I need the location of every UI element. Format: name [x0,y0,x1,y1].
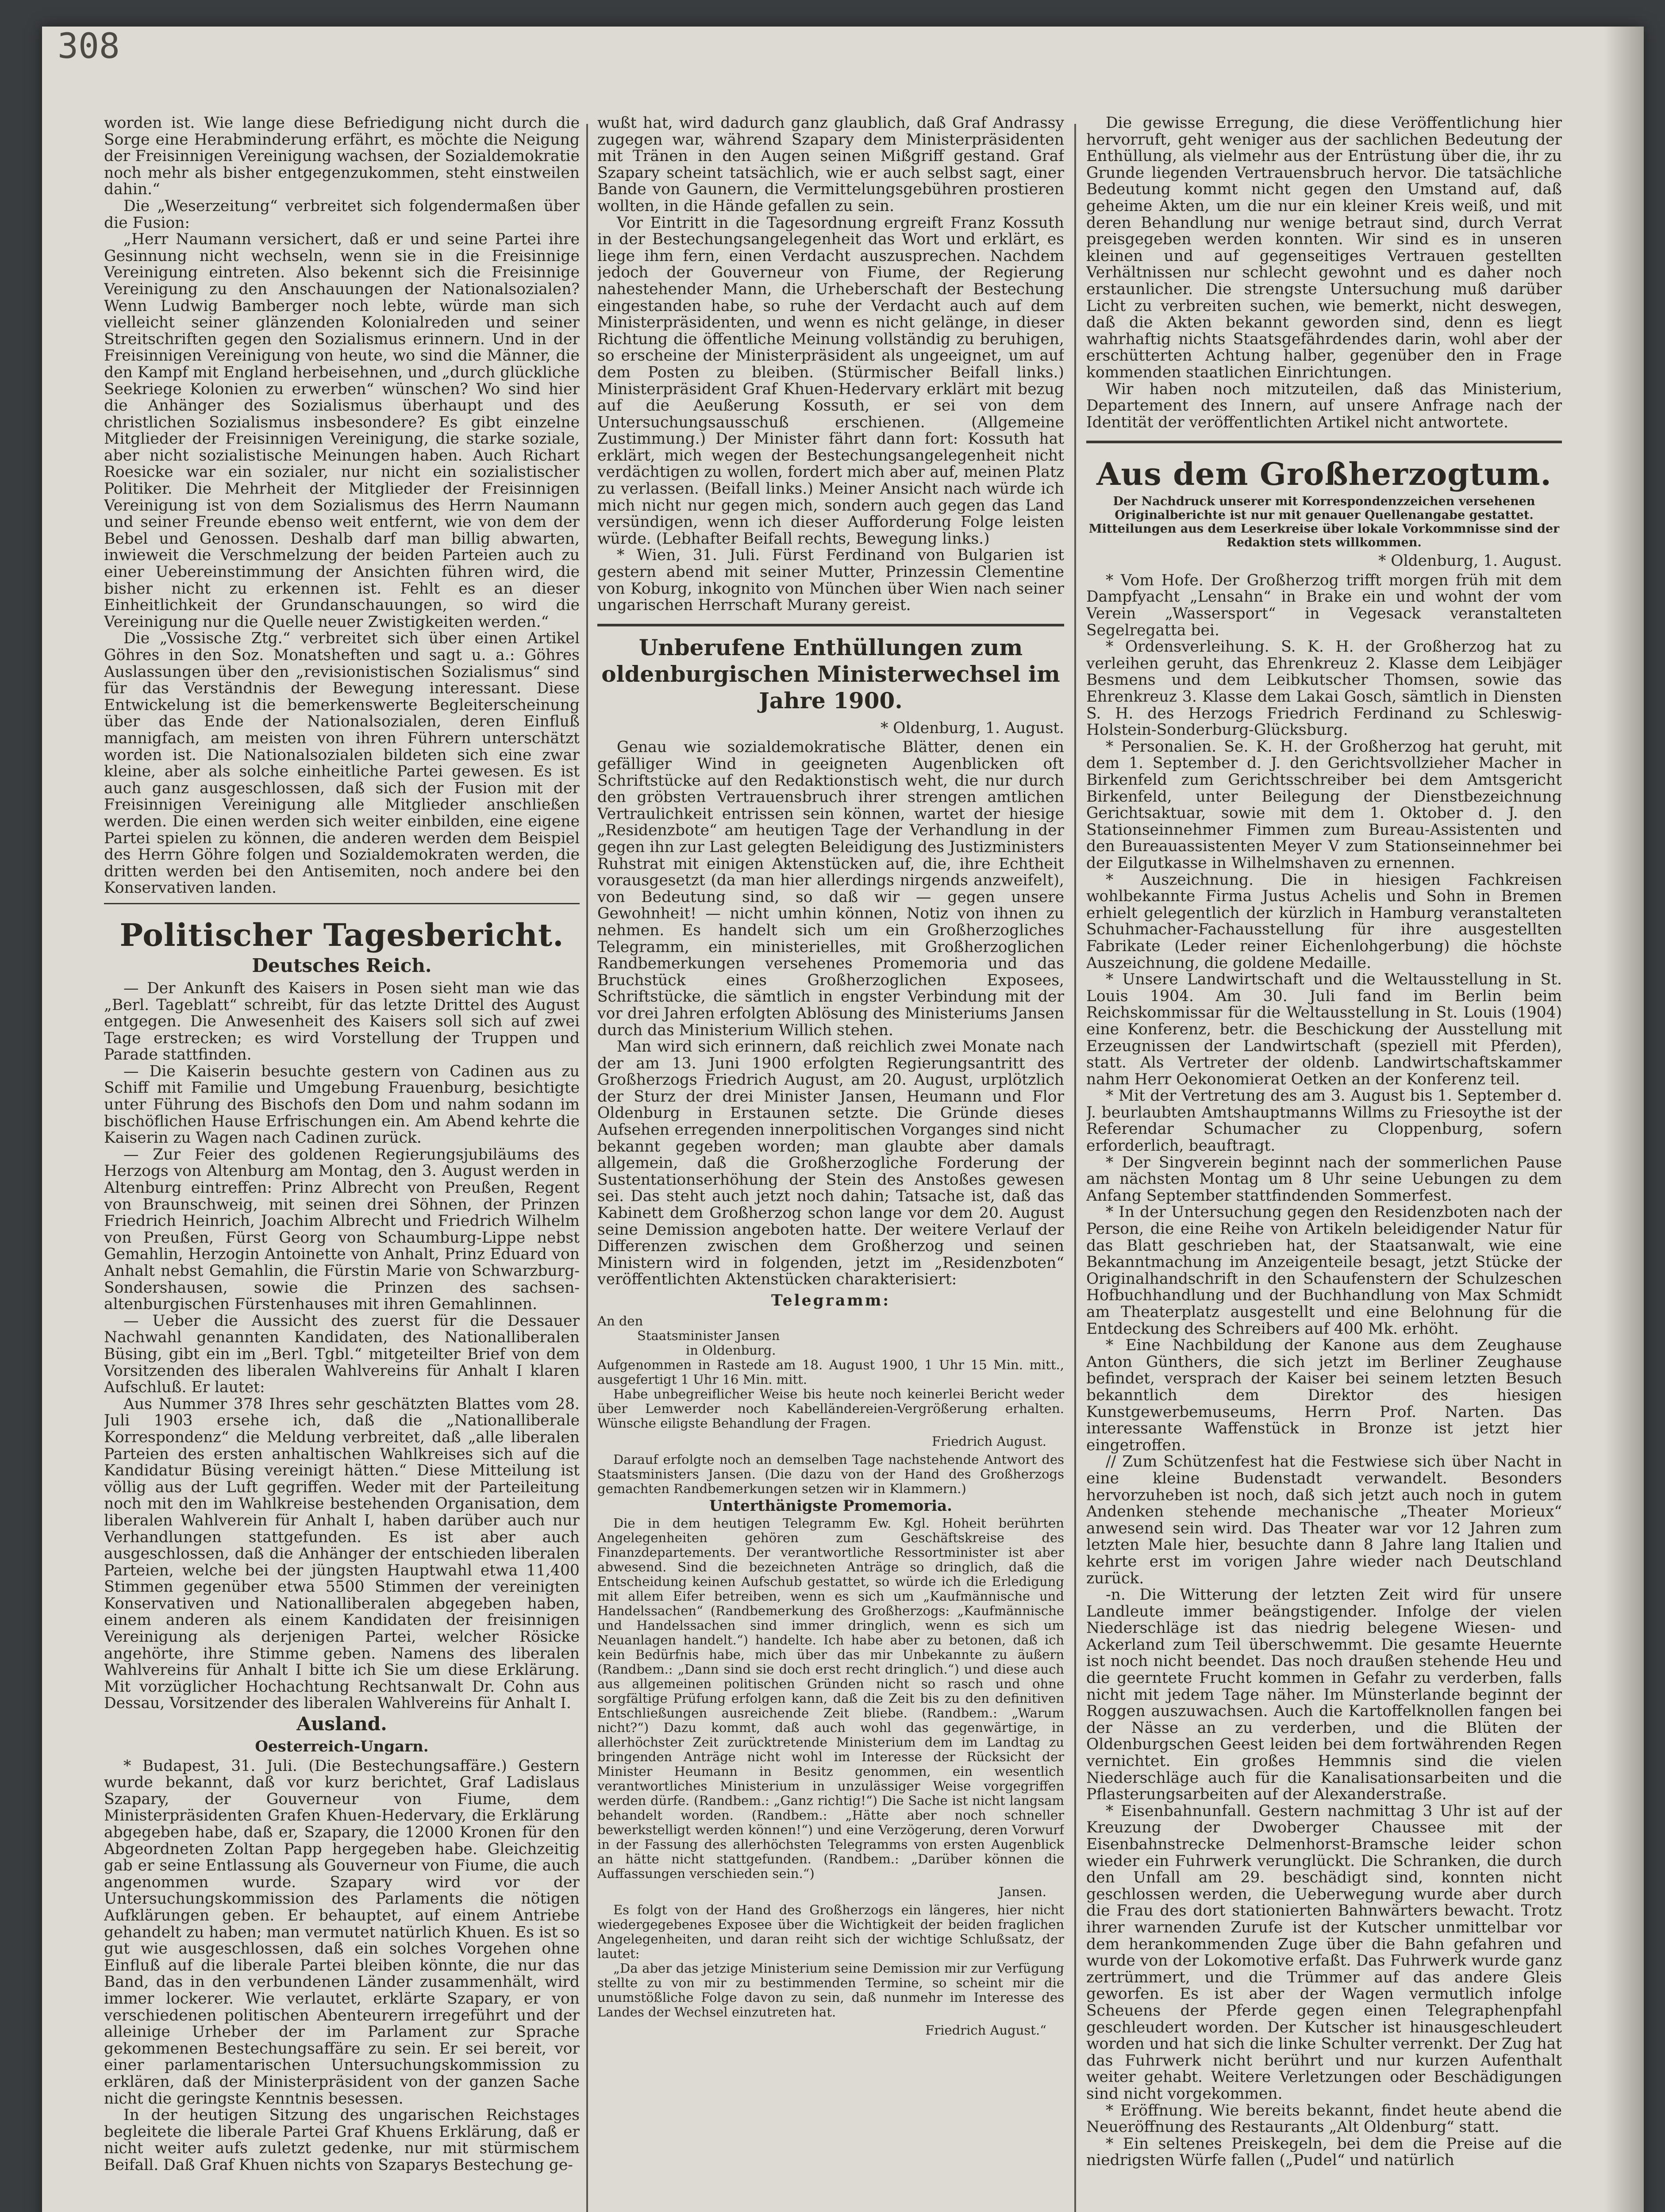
telegram-line: Aufgenommen in Rastede am 18. August 1900, 1 Uhr 15 Min. mitt., ausgefertigt 1 Uhr 16 Min. mitt. [597,1357,1064,1387]
telegram-line: in Oldenburg. [686,1342,776,1358]
paragraph: Vor Eintritt in die Tagesordnung ergreift Franz Kossuth in der Bestechungsangelegenheit das Wort und erklärt, es liege ihm fern, einen Verdacht auszusprechen. Nachdem jedoch der Gouverneur von Fiume, der Regierung nahestehender Mann, die Urheberschaft der Bestechung eingestanden habe, so ruhe der Verdacht auch auf dem Ministerpräsidenten, und wenn es nicht gelänge, in dieser Richtung die öffentliche Meinung vollständig zu beruhigen, so erscheine der Ministerpräsident als ungeeignet, um auf dem Posten zu bleiben. (Stürmischer Beifall links.) Ministerpräsident Graf Khuen-Hedervary erklärt mit bezug auf die Aeußerung Kossuth, er sei von dem Untersuchungsausschuß erschienen. (Allgemeine Zustimmung.) Der Minister fährt dann fort: Kossuth hat erklärt, mich wegen der Bestechungsangelegenheit nicht verdächtigen zu wollen, fordert mich aber auf, meinen Platz zu verlassen. (Beifall links.) Meiner Ansicht nach würde ich mich nicht nur gegen mich, sondern auch gegen das Land versündigen, wenn ich dieser Aufforderung Folge leisten würde. (Lebhafter Beifall rechts, Bewegung links.) [597,214,1064,548]
paragraph: Darauf erfolgte noch an demselben Tage nachstehende Antwort des Staatsministers Jansen. (Die dazu von der Hand des Großherzogs gemachten Randbemerkungen setzen wir in Klammern.) [597,1452,1064,1496]
paragraph: * Mit der Vertretung des am 3. August bis 1. September d. J. beurlaubten Amtshauptmanns Willms zu Friesoythe ist der Referendar Schumacher zu Cloppenburg, sofern erforderlich, beauftragt. [1086,1087,1562,1155]
paragraph: * In der Untersuchung gegen den Residenzboten nach der Person, die eine Reihe von Artikeln beleidigender Natur für das Blatt geschrieben hat, der Staatsanwalt, wie eine Bekanntmachung im Anzeigenteile besagt, jetzt Stücke der Originalhandschrift in den Schaufenstern der Schulzeschen Hofbuchhandlung und der Buchhandlung von Max Schmidt am Theaterplatz ausgestellt und eine Belohnung für die Entdeckung des Schreibers auf 400 Mk. erhöht. [1086,1203,1562,1338]
paragraph: * Eröffnung. Wie bereits bekannt, findet heute abend die Neueröffnung des Restaurants „Alt Oldenburg“ statt. [1086,2101,1562,2136]
paragraph: * Eine Nachbildung der Kanone aus dem Zeughause Anton Günthers, die sich jetzt im Berliner Zeughause befindet, versprach der Kaiser bei seinem letzten Besuch bekanntlich dem Direktor des hiesigen Kunstgewerbemuseums, Herrn Prof. Narten. Das interessante Waffenstück in Bronze ist jetzt hier eingetroffen. [1086,1336,1562,1454]
paragraph: Die in dem heutigen Telegramm Ew. Kgl. Hoheit berührten Angelegenheiten gehören zum Geschäftskreise des Finanzdepartements. Der verantwortliche Ressortminister ist aber abwesend. Sind die bezeichneten Anträge so dringlich, daß die Entscheidung keinen Aufschub gestattet, so würde ich die Erledigung mit allem Eifer betreiben, wenn es sich um „Kaufmännische und Handelssachen“ (Randbemerkung des Großherzogs: „Kaufmännische und Handelssachen sind immer dringlich, wenn es sich um Neuanlagen handelt.“) handelte. Ich habe aber zu betonen, daß ich kein Bedürfnis habe, mich über das mir Unbekannte zu äußern (Randbem.: „Dann sind sie doch erst recht dringlich.“) und diese auch aus allgemeinen politischen Gründen nicht so rasch und ohne sorgfältige Prüfung erfolgen kann, daß die Zeit bis zu den definitiven Entschließungen ausreichende Zeit bliebe. (Randbem.: „Warum nicht?“) Dazu kommt, daß auch wohl das gegenwärtige, in allerhöchster Zeit zurücktretende Ministerium dem im Landtag zu bringenden Anträge nicht wohl im Interesse der Rücksicht der Minister Heumann in Besitz genommen, ein wesentlich verantwortliches Ministerium in unzulässiger Weise vorgegriffen werden dürfe. (Randbem.: „Ganz richtig!“) Die Sache ist nicht langsam behandelt worden. (Randbem.: „Hätte aber noch schneller bewerkstelligt werden können!“) und eine Verzögerung, deren Vorwurf in der Fassung des allerhöchsten Telegramms von ersten Augenblick an hätte nicht stattgefunden. (Randbem.: „Darüber können die Auffassungen verschieden sein.“) [597,1515,1064,1881]
paragraph: „Herr Naumann versichert, daß er und seine Partei ihre Gesinnung nicht wechseln, wenn sie in die Freisinnige Vereinigung eintreten. Also bekennt sich die Freisinnige Vereinigung zu den Anschauungen der Nationalsozialen? Wenn Ludwig Bamberger noch lebte, würde man sich vielleicht seiner glänzenden Kolonialreden und seiner Streitschriften gegen den Sozialismus erinnern. Und in der Freisinnigen Vereinigung von heute, wo sind die Männer, die den Kampf mit England herbeisehnen, und „durch glückliche Seekriege Kolonien zu erwerben“ wünschen? Wo sind hier die Anhänger des Sozialismus überhaupt und des christlichen Sozialismus insbesondere? Es gibt einzelne Mitglieder der Freisinnigen Vereinigung, die starke soziale, aber nicht sozialistische Meinungen haben. Auch Richart Roesicke war ein sozialer, nur nicht ein sozialistischer Politiker. Die Mehrheit der Mitglieder der Freisinnigen Vereinigung ist von dem Sozialismus des Herrn Naumann und seiner Freunde ebenso weit entfernt, wie von dem der Bebel und Genossen. Deshalb darf man billig abwarten, inwieweit die Verschmelzung der beiden Parteien auch zu einer Uebereinstimmung der Ansichten führen wird, die bisher nicht zu erkennen ist. Fehlt es an dieser Einheitlichkeit der Grundanschauungen, so wird die Vereinigung nur die Quelle neuer Zwistigkeiten werden.“ [104,230,580,631]
telegram-line: Habe unbegreiflicher Weise bis heute noch keinerlei Bericht weder über Lemwerder noch Kabelländereien-Vergrößerung erhalten. Wünsche eiligste Behandlung der Fragen. [597,1386,1064,1431]
divider [1086,441,1562,443]
article-heading: Unberufene Enthüllungen zum oldenburgischen Ministerwechsel im Jahre 1900. [601,634,1060,714]
signature: Friedrich August.“ [925,2022,1046,2038]
reprint-note: Der Nachdruck unserer mit Korrespondenzzeichen versehenen Originalberichte ist nur mit genauer Quellenangabe gestattet. Mitteilungen aus dem Leserkreise über lokale Vorkommnisse sind der Redaktion stets willkommen. [1088,495,1560,550]
paragraph: * Ordensverleihung. S. K. H. der Großherzog hat zu verleihen geruht, das Ehrenkreuz 2. Klasse dem Leibjäger Besmens und dem Leibkutscher Thomsen, sowie das Ehrenkreuz 3. Klasse dem Lakai Gosch, sämtlich in Diensten S. H. des Herzogs Friedrich Ferdinand zu Schleswig-Holstein-Sonderburg-Glücksburg. [1086,638,1562,739]
paragraph: Aus Nummer 378 Ihres sehr geschätzten Blattes vom 28. Juli 1903 ersehe ich, daß die „Nationalliberale Korrespondenz“ die Meldung verbreitet, daß „alle liberalen Parteien des ersten anhaltischen Wahlkreises sich auf die Kandidatur Büsing vereinigt hätten.“ Diese Mitteilung ist völlig aus der Luft gegriffen. Weder mit der Parteileitung noch mit den im Wahlkreise bestehenden Organisation, dem liberalen Wahlverein für Anhalt I, haben darüber auch nur Verhandlungen stattgefunden. Es ist aber auch ausgeschlossen, daß die Anhänger der entschieden liberalen Parteien, welche bei der jüngsten Hauptwahl etwa 11,400 Stimmen gegenüber etwa 5500 Stimmen der vereinigten Konservativen und Nationalliberalen abgegeben haben, einem anderen als einem Kandidaten der freisinnigen Vereinigung als derjenigen Partei, welcher Rösicke angehörte, ihre Stimme geben. Namens des liberalen Wahlvereins für Anhalt I bitte ich Sie um diese Erklärung. Mit vorzüglicher Hochachtung Rechtsanwalt Dr. Cohn aus Dessau, Vorsitzender des liberalen Wahlvereins für Anhalt I. [104,1395,580,1713]
paragraph: Man wird sich erinnern, daß reichlich zwei Monate nach der am 13. Juni 1900 erfolgten Regierungsantritt des Großherzogs Friedrich August, am 20. August, urplötzlich der Sturz der drei Minister Jansen, Heumann und Flor Oldenburg in Erstaunen setzte. Die Gründe dieses Aufsehen erregenden innerpolitischen Vorganges sind nicht bekannt gegeben worden; man glaubte aber damals allgemein, daß die Großherzogliche Forderung der Sustentationserhöhung der Stein des Anstoßes gewesen sei. Das steht auch jetzt noch dahin; Tatsache ist, daß das Kabinett dem Großherzog schon lange vor dem 20. August seine Demission angeboten hatte. Der weitere Verlauf der Differenzen zwischen dem Großherzog und seinen Ministern wird in folgenden, jetzt im „Residenzboten“ veröffentlichten Aktenstücken charakterisiert: [597,1038,1064,1289]
paragraph: -n. Die Witterung der letzten Zeit wird für unsere Landleute immer beängstigender. Infolge der vielen Niederschläge ist das niedrig belegene Wiesen- und Ackerland zum Teil überschwemmt. Die gesamte Heuernte ist noch nicht beendet. Das noch draußen stehende Heu und die geerntete Frucht kommen in Gefahr zu verderben, falls nicht mit jedem Tage näher. Im Münsterlande beginnt der Roggen auszuwachsen. Auch die Kartoffelknollen fangen bei der Nässe an zu verderben, und die Blüten der Oldenburgschen Geest leiden bei dem fortwährenden Regen vernichtet. Ein großes Hemmnis sind die vielen Niederschläge auch für die Kanalisationsarbeiten und die Pflasterungsarbeiten auf der Alexanderstraße. [1086,1586,1562,1804]
paragraph: * Vom Hofe. Der Großherzog trifft morgen früh mit dem Dampfyacht „Lensahn“ in Brake ein und wohnt der vom Verein „Wassersport“ in Vegesack veranstalteten Segelregatta bei. [1086,571,1562,639]
divider [104,903,580,904]
paragraph: wußt hat, wird dadurch ganz glaublich, daß Graf Andrassy zugegen war, während Szapary dem Ministerpräsidenten mit Tränen in den Augen seinen Mißgriff gestand. Graf Szapary scheint tatsächlich, wie er auch selbst sagt, einer Bande von Gaunern, die Vermittelungsgebühren prostieren wollten, in die Hände gefallen zu sein. [597,115,1064,215]
signature: Jansen. [999,1884,1046,1899]
paragraph: * Der Singverein beginnt nach der sommerlichen Pause am nächsten Montag um 8 Uhr seine Uebungen zu dem Anfang September stattfindenden Sommerfest. [1086,1153,1562,1205]
dateline: * Oldenburg, 1. August. [881,719,1064,737]
paragraph: * Auszeichnung. Die in hiesigen Fachkreisen wohlbekannte Firma Justus Achelis und Sohn in Bremen erhielt gelegentlich der kürzlich in Hamburg veranstalteten Schuhmacher-Fachausstellung für ihre ausgestellten Fabrikate (Leder reiner Eichenlohgerbung) die höchste Auszeichnung, die goldene Medaille. [1086,871,1562,972]
paragraph: — Der Ankunft des Kaisers in Posen sieht man wie das „Berl. Tageblatt“ schreibt, für das letzte Drittel des August entgegen. Die Anwesenheit des Kaisers soll sich auf zwei Tage erstrecken; es wird Vorstellung der Truppen und Parade stattfinden. [104,979,580,1064]
telegram [597,1314,1064,2038]
signature: Friedrich August. [932,1433,1046,1449]
paragraph: Es folgt von der Hand des Großherzogs ein längeres, hier nicht wiedergegebenes Exposee über die Wichtigkeit der beiden fraglichen Angelegenheiten, und daran reiht sich der wichtige Schlußsatz, der lautet: [597,1902,1064,1961]
paragraph: „Da aber das jetzige Ministerium seine Demission mir zur Verfügung stellte zu von mir zu bestimmenden Termine, so scheint mir die unumstößliche Folge davon zu sein, daß nunmehr im Interesse des Landes der Wechsel einzutreten hat. [597,1960,1064,2020]
promemoria-heading: Unterthänigste Promemoria. [709,1497,952,1515]
column-2 [597,115,1064,2212]
paragraph: * Eisenbahnunfall. Gestern nachmittag 3 Uhr ist auf der Kreuzung der Dwoberger Chaussee mit der Eisenbahnstrecke Delmenhorst-Bramsche leider schon wieder ein Fuhrwerk verunglückt. Die Schranken, die durch den Unfall am 29. beschädigt sind, konnten nicht geschlossen werden, die Ueberwegung wurde aber durch die Frau des dort stationierten Bahnwärters bewacht. Trotz ihrer warnenden Zurufe ist der Kutscher unmittelbar vor dem herankommenden Zuge über die Bahn gefahren und wurde von der Lokomotive erfaßt. Das Fuhrwerk wurde ganz zertrümmert, und die Trümmer auf das andere Gleis geworfen. Es ist aber der Wagen vermutlich infolge Scheuens der Pferde gegen einen Telegraphenpfahl geschleudert worden. Der Kutscher ist hinausgeschleudert worden und hat sich die linke Schulter verrenkt. Der Zug hat das Fuhrwerk nicht berührt und nur kurzen Aufenthalt weiter gehabt. Weitere Verletzungen oder Beschädigungen sind nicht vorgekommen. [1086,1802,1562,2103]
telegram-heading: Telegramm: [771,1292,891,1310]
paragraph: In der heutigen Sitzung des ungarischen Reichstages begleitete die liberale Partei Graf Khuens Erklärung, daß er nicht weiter aufs zuletzt gedenke, nur mit stürmischem Beifall. Daß Graf Khuen nichts von Szaparys Bestechung ge- [104,2106,580,2174]
paragraph: Die „Vossische Ztg.“ verbreitet sich über einen Artikel Göhres in den Soz. Monatsheften und sagt u. a.: Göhres Auslassungen über den „revisionistischen Sozialismus“ sind für das Verständnis der Bewegung interessant. Diese Entwickelung ist die bemerkenswerte Begleiterscheinung über das Ende der Nationalsozialen, deren Einfluß mannigfach, am meisten von ihren Führern unterschätzt worden ist. Die Nationalsozialen bildeten sich eine zwar kleine, aber als solche einheitliche Partei gewesen. Es ist auch ganz ausgeschlossen, daß sich der Fusion mit der Freisinnigen Vereinigung alle Mitglieder anschließen werden. Die einen werden sich weiter einbilden, eine eigene Partei spielen zu können, die anderen werden dem Beispiel des Herrn Göhre folgen und Sozialdemokraten werden, die dritten werden bei den Antisemiten, noch andere bei den Konservativen landen. [104,630,580,897]
paragraph: * Ein seltenes Preiskegeln, bei dem die Preise auf die niedrigsten Würfe fallen („Pudel“ und natürlich [1086,2135,1562,2170]
section-heading: Politischer Tagesbericht. [119,916,564,953]
paragraph: Wir haben noch mitzuteilen, daß das Ministerium, Departement des Innern, auf unsere Anfrage nach der Identität der veröffentlichten Artikel nicht antwortete. [1086,380,1562,431]
paragraph: worden ist. Wie lange diese Befriedigung nicht durch die Sorge eine Herabminderung erfährt, es möchte die Neigung der Freisinnigen Vereinigung wachsen, der Sozialdemokratie noch mehr als bisher entgegenzukommen, steht einstweilen dahin.“ [104,115,580,199]
subsection-heading: Oesterreich-Ungarn. [255,1738,429,1756]
column-rule-right [1074,124,1076,2212]
subsection-heading: Deutsches Reich. [252,954,432,976]
paragraph: * Personalien. Se. K. H. der Großherzog hat geruht, mit dem 1. September d. J. den Gerichtsvollzieher Macher in Birkenfeld zum Gerichtsschreiber bei dem Amtsgericht Birkenfeld, unter Beilegung der Dienstbezeichnung Gerichtsaktuar, sowie mit dem 1. Oktober d. J. den Stationseinnehmer Fimmen zum Bureau-Assistenten und den Bureauassistenten Meyer V zum Stationseinnehmer bei der Eilgutkasse in Wilhelmshaven zu ernennen. [1086,737,1562,872]
paragraph: Die „Weserzeitung“ verbreitet sich folgendermaßen über die Fusion: [104,197,580,232]
paragraph: * Budapest, 31. Juli. (Die Bestechungsaffäre.) Gestern wurde bekannt, daß vor kurz berichtet, Graf Ladislaus Szapary, der Gouverneur von Fiume, dem Ministerpräsidenten Grafen Khuen-Hedervary, die Erklärung abgegeben habe, daß er, Szapary, die 12000 Kronen für den Abgeordneten Zoltan Papp hergegeben habe. Gleichzeitig gab er seine Entlassung als Gouverneur von Fiume, die auch angenommen wurde. Szapary wird vor der Untersuchungskommission des Parlaments die nötigen Aufklärungen geben. Er behauptet, auf einem Antriebe gehandelt zu haben; man vermutet natürlich Khuen. Es ist so gut wie ausgeschlossen, daß ein solches Vorgehen ohne Einfluß auf die liberale Partei bleiben könnte, die nur das Band, das in den verbundenen Länder zusammenhält, wird immer lockerer. Wie verlautet, erklärte Szapary, er von verschiedenen politischen Abenteurern irregeführt und der alleinige Urheber der im Parlament zur Sprache gekommenen Bestechungsaffäre zu sein. Er sei bereit, vor einer parlamentarischen Untersuchungskommission zu erklären, daß der Ministerpräsident von der ganzen Sache nicht die geringste Kenntnis besessen. [104,1757,580,2108]
subsection-heading: Ausland. [296,1713,387,1735]
paragraph: Die gewisse Erregung, die diese Veröffentlichung hier hervorruft, geht weniger aus der sachlichen Bedeutung der Enthüllung, als vielmehr aus der Entrüstung über die, ihr zu Grunde liegenden Vertrauensbruch hervor. Die tatsächliche Bedeutung kommt nicht gegen den Umstand auf, daß geheime Akten, um die nur ein kleiner Kreis weiß, und mit deren Behandlung nur wenige betraut sind, durch Verrat preisgegeben werden konnten. Wir sind es in unseren kleinen und auf gegenseitiges Vertrauen gestellten Verhältnissen nur schlecht gewohnt und es daher noch erstaunlicher. Die strengste Untersuchung muß darüber Licht zu verbreiten suchen, wie bemerkt, nicht deswegen, daß die Akten bekannt geworden sind, denn es liegt wahrhaftig nichts Staatsgefährdendes darin, wohl aber der erschütterten Achtung halber, gegenüber den in Frage kommenden staatlichen Einrichtungen. [1086,115,1562,381]
paragraph: — Die Kaiserin besuchte gestern von Cadinen aus zu Schiff mit Familie und Umgebung Frauenburg, besichtigte unter Führung des Bischofs den Dom und nahm sodann im bischöflichen Hause Erfrischungen ein. Am Abend kehrte die Kaiserin zu Wagen nach Cadinen zurück. [104,1062,580,1147]
section-heading: Aus dem Großherzogtum. [1096,456,1552,493]
paragraph: // Zum Schützenfest hat die Festwiese sich über Nacht in eine kleine Budenstadt verwandelt. Besonders hervorzuheben ist noch, daß sich jetzt auch noch in gutem Andenken stehende mechanische „Theater Morieux“ anwesend sein wird. Das Theater war vor 12 Jahren zum letzten Male hier, besuchte dann 8 Jahre lang Italien und kehrte erst im vorigen Jahre wieder nach Deutschland zurück. [1086,1453,1562,1587]
divider [597,624,1064,626]
column-rule-left [586,124,588,2212]
paragraph: — Ueber die Aussicht des zuerst für die Dessauer Nachwahl genannten Kandidaten, des Nationalliberalen Büsing, gibt ein im „Berl. Tgbl.“ mitgeteilter Brief von dem Vorsitzenden des liberalen Wahlvereins für Anhalt I klaren Aufschluß. Er lautet: [104,1312,580,1397]
paragraph: — Zur Feier des goldenen Regierungsjubiläums des Herzogs von Altenburg am Montag, den 3. August werden in Altenburg eintreffen: Prinz Albrecht von Preußen, Regent von Braunschweig, mit seinen drei Söhnen, der Prinzen Friedrich Heinrich, Joachim Albrecht und Friedrich Wilhelm von Preußen, Fürst Georg von Schaumburg-Lippe nebst Gemahlin, Herzogin Antoinette von Anhalt, Prinz Eduard von Anhalt nebst Gemahlin, die Fürstin Marie von Schwarzburg-Sondershausen, sowie die Prinzen des sachsen-altenburgischen Fürstenhauses mit ihren Gemahlinnen. [104,1145,580,1313]
dateline: * Oldenburg, 1. August. [1378,552,1562,570]
telegram-line: An den [597,1313,643,1329]
paragraph: Genau wie sozialdemokratische Blätter, denen ein gefälliger Wind in geeigneten Augenblicken oft Schriftstücke auf den Redaktionstisch weht, die nur durch den gröbsten Vertrauensbruch ihrer strengen amtlichen Vertraulichkeit entrissen sein können, wartet der hiesige „Residenzbote“ am heutigen Tage der Verhandlung in der gegen ihn zur Last gelegten Beleidigung des Justizministers Ruhstrat mit einigen Aktenstücken auf, die, ihre Echtheit vorausgesetzt (da man hier allerdings nirgends anzweifelt), von Bedeutung sind, so daß wir — gegen unsere Gewohnheit! — nicht umhin können, Notiz von ihnen zu nehmen. Es handelt sich um ein Großherzogliches Telegramm, ein ministerielles, mit Großherzoglichen Randbemerkungen versehenes Promemoria und das Bruchstück eines Großherzoglichen Exposees, Schriftstücke, die sämtlich in engster Verbindung mit der vor drei Jahren erfolgten Ablösung des Ministeriums Jansen durch das Ministerium Willich stehen. [597,738,1064,1039]
paragraph: * Unsere Landwirtschaft und die Weltausstellung in St. Louis 1904. Am 30. Juli fand im Berlin beim Reichskommissar für die Weltausstellung in St. Louis (1904) eine Konferenz, betr. die Beschickung der Ausstellung mit Erzeugnissen der Landwirtschaft (speziell mit Pferden), statt. Als Vertreter der oldenb. Landwirtschaftskammer nahm Herr Oekonomierat Oetken an der Konferenz teil. [1086,971,1562,1088]
telegram-line: Staatsminister Jansen [637,1328,780,1343]
page-number: 308 [58,27,120,66]
column-3 [1086,115,1562,2212]
column-1 [104,115,580,2212]
paragraph: * Wien, 31. Juli. Fürst Ferdinand von Bulgarien ist gestern abend mit seiner Mutter, Prinzessin Clementine von Koburg, inkognito von München über Wien nach seiner ungarischen Herrschaft Murany gereist. [597,546,1064,614]
